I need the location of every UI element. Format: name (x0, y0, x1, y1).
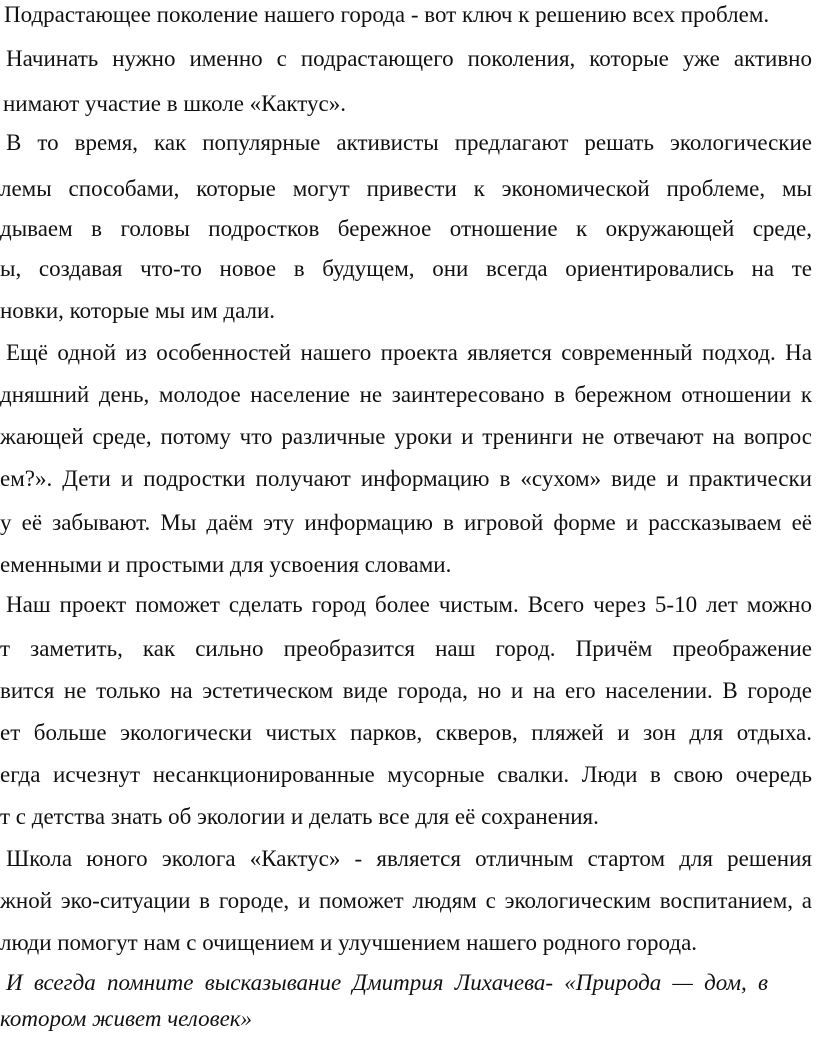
text-line: Школа юного эколога «Кактус» - является отличным стартом для решения (6, 846, 812, 871)
text-line: т с детства знать об экологии и делать все для её сохранения. (0, 804, 599, 829)
text-line: егда исчезнут несанкционированные мусорные свалки. Люди в свою очередь (0, 762, 812, 787)
text-line: Начинать нужно именно с подрастающего поколения, которые уже активно (6, 46, 812, 71)
text-line: нимают участие в школе «Кактус». (3, 91, 346, 116)
text-line: еменными и простыми для усвоения словами. (0, 552, 452, 577)
quote-line: котором живет человек» (0, 1006, 253, 1031)
text-line: новки, которые мы им дали. (0, 298, 276, 323)
text-line: дняшний день, молодое население не заинтересовано в бережном отношении к (0, 382, 812, 407)
text-line: вится не только на эстетическом виде города, но и на его населении. В городе (0, 678, 812, 703)
text-line: ет больше экологически чистых парков, скверов, пляжей и зон для отдыха. (0, 720, 812, 745)
text-line: дываем в головы подростков бережное отношение к окружающей среде, (0, 216, 812, 241)
text-line: жной эко-ситуации в городе, и поможет людям с экологическим воспитанием, а (0, 888, 812, 913)
text-line: Подрастающее поколение нашего города - вот ключ к решению всех проблем. (4, 2, 770, 27)
text-line: Наш проект поможет сделать город более чистым. Всего через 5-10 лет можно (6, 592, 812, 617)
text-line: у её забывают. Мы даём эту информацию в игровой форме и рассказываем её (0, 510, 812, 535)
text-line: ем?». Дети и подростки получают информацию в «сухом» виде и практически (0, 466, 812, 491)
text-line: люди помогут нам с очищением и улучшением нашего родного города. (0, 930, 698, 955)
text-line: В то время, как популярные активисты предлагают решать экологические (6, 130, 812, 155)
text-line: лемы способами, которые могут привести к экономической проблеме, мы (0, 176, 812, 201)
text-line: жающей среде, потому что различные уроки и тренинги не отвечают на вопрос (0, 424, 812, 449)
quote-line: И всегда помните высказывание Дмитрия Лихачева- «Природа — дом, в (6, 970, 768, 995)
text-line: т заметить, как сильно преобразится наш город. Причём преображение (0, 636, 812, 661)
text-line: ы, создавая что-то новое в будущем, они всегда ориентировались на те (0, 256, 812, 281)
text-line: Ещё одной из особенностей нашего проекта является современный подход. На (6, 340, 812, 365)
